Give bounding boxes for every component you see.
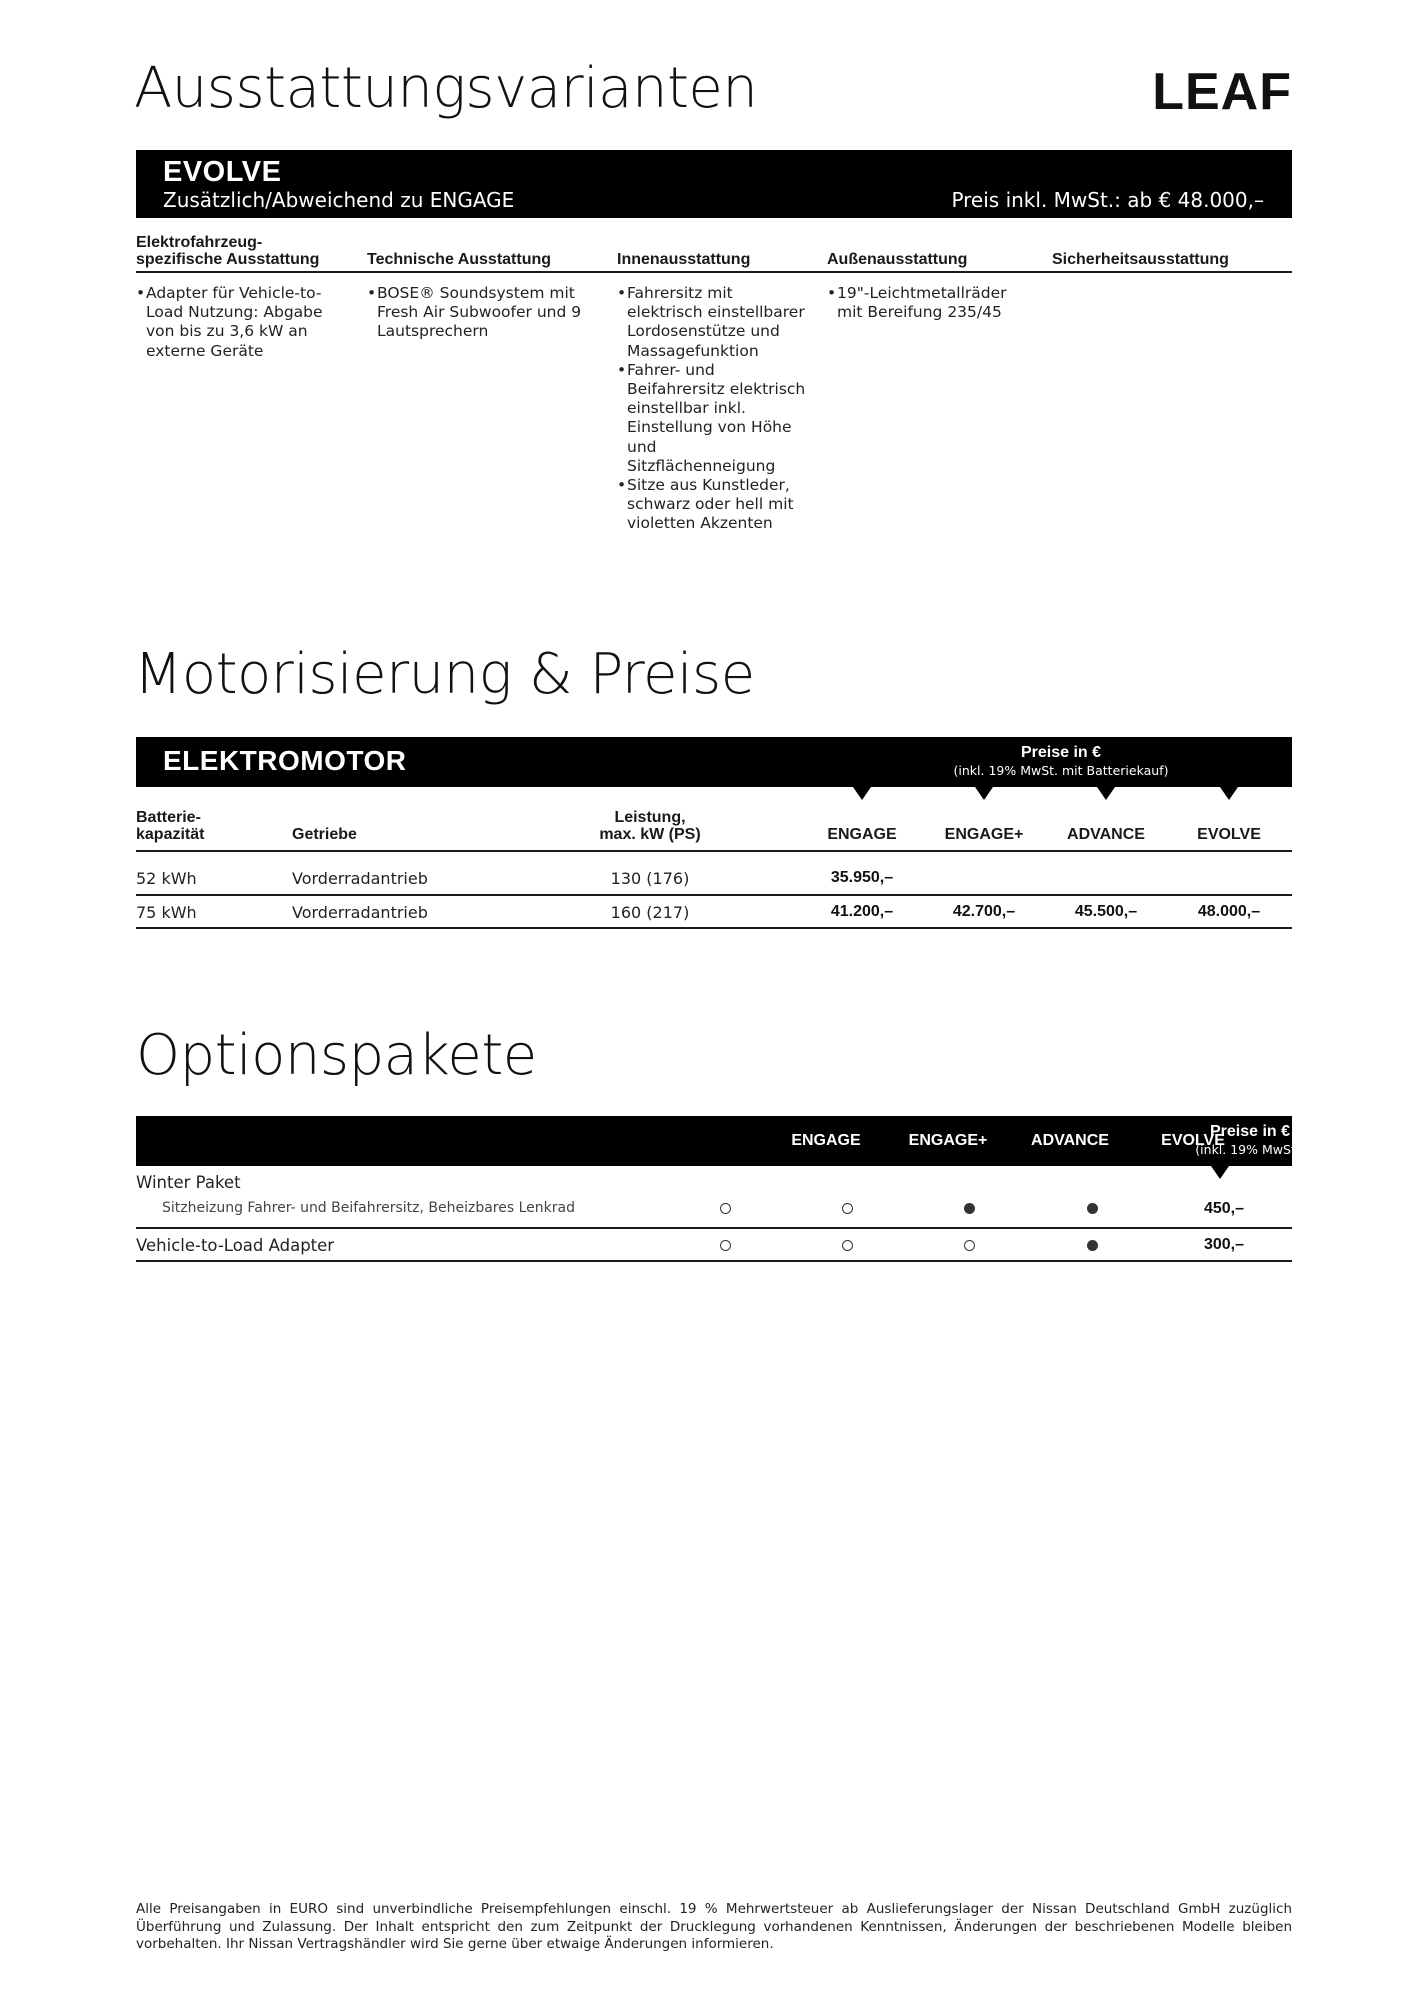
options-table-bottom-rule [136, 1260, 1292, 1262]
options-section-title: Optionspakete [136, 1023, 537, 1088]
trim-bar [136, 150, 1292, 218]
motor-row-1-price-engage: 35.950,– [830, 869, 894, 886]
optional-icon [964, 1240, 975, 1251]
motor-row-2-gearbox: Vorderradantrieb [292, 903, 428, 922]
page-title: Ausstattungsvarianten [134, 56, 758, 121]
motor-table-bottom-rule [136, 927, 1292, 929]
equipment-col-exterior-heading: Außenausstattung [827, 251, 968, 268]
advance-pointer-icon [1097, 787, 1115, 800]
optional-icon [842, 1203, 853, 1214]
model-logo: LEAF [1152, 63, 1292, 121]
options-price-sublabel: (inkl. 19% MwSt.) [1195, 1142, 1305, 1157]
equipment-col-ev-heading: Elektrofahrzeug- spezifische Ausstattung [136, 234, 320, 268]
engage-pointer-icon [853, 787, 871, 800]
battery-heading: Batterie- kapazität [136, 809, 205, 843]
motor-row-2-power: 160 (217) [610, 903, 690, 922]
equipment-col-interior-heading: Innenausstattung [617, 251, 751, 268]
motor-prices-sublabel: (inkl. 19% MwSt. mit Batteriekauf) [953, 763, 1169, 778]
trim-price: Preis inkl. MwSt.: ab € 48.000,– [951, 188, 1264, 212]
list-item: • Fahrersitz mit elektrisch einstellbarer Lordosenstütze und Massagefunktion [617, 284, 807, 361]
motor-bar [136, 737, 1292, 787]
engage-plus-pointer-icon [975, 787, 993, 800]
motor-header-rule [136, 850, 1292, 852]
equipment-list-ev [136, 284, 344, 361]
list-item: • Adapter für Vehicle-to-Load Nutzung: Abgabe von bis zu 3,6 kW an externe Geräte [136, 284, 344, 361]
options-heading-engage-plus: ENGAGE+ [908, 1132, 988, 1149]
motor-row-divider [136, 894, 1292, 896]
motor-row-2-price-evolve: 48.000,– [1197, 903, 1261, 920]
list-item: • Sitze aus Kunstleder, schwarz oder hell mit violetten Akzenten [617, 476, 807, 534]
equipment-list-tech [367, 284, 585, 342]
options-bar [136, 1116, 1305, 1166]
motor-row-2-price-engage-plus: 42.700,– [952, 903, 1016, 920]
legal-footnote: Alle Preisangaben in EURO sind unverbindliche Preisempfehlungen einschl. 19 % Mehrwertsteuer ab Auslieferungslager der Nissan Deutschland GmbH zuzüglich Überführung und Zulassung. Der Inhalt entspricht den zum Zeitpunkt der Drucklegung vorhandenen Kenntnissen, Änderungen der beschriebenen Modelle bleiben vorbehalten. Ihr Nissan Vertragshändler wird Sie gerne über etwaige Änderungen informieren. [136, 1901, 1292, 1952]
equipment-col-tech-heading: Technische Ausstattung [367, 251, 552, 268]
motor-row-2-price-advance: 45.500,– [1074, 903, 1138, 920]
motor-row-2-battery: 75 kWh [136, 903, 197, 922]
list-item: • 19"-Leichtmetallräder mit Bereifung 235/45 [827, 284, 1027, 322]
motor-prices-label: Preise in € [1020, 744, 1102, 761]
motor-row-1-gearbox: Vorderradantrieb [292, 869, 428, 888]
trim-heading-evolve: EVOLVE [1197, 826, 1261, 843]
standard-icon [964, 1203, 975, 1214]
options-row-divider [136, 1227, 1292, 1229]
optional-icon [842, 1240, 853, 1251]
trim-heading-engage-plus: ENGAGE+ [944, 826, 1024, 843]
standard-icon [1087, 1203, 1098, 1214]
price-pointer-icon [1211, 1166, 1229, 1179]
options-heading-engage: ENGAGE [791, 1132, 861, 1149]
trim-heading-advance: ADVANCE [1067, 826, 1145, 843]
package-detail-winter: Sitzheizung Fahrer- und Beifahrersitz, Beheizbares Lenkrad [162, 1200, 575, 1216]
motor-row-1-power: 130 (176) [610, 869, 690, 888]
gearbox-heading: Getriebe [292, 826, 357, 843]
options-heading-advance: ADVANCE [1031, 1132, 1109, 1149]
equipment-list-exterior [827, 284, 1027, 322]
equipment-list-interior [617, 284, 807, 534]
trim-heading-engage: ENGAGE [827, 826, 897, 843]
optional-icon [720, 1203, 731, 1214]
options-price-label: Preise in € [1209, 1123, 1291, 1140]
motor-row-2-price-engage: 41.200,– [830, 903, 894, 920]
motor-row-1-battery: 52 kWh [136, 869, 197, 888]
evolve-pointer-icon [1220, 787, 1238, 800]
optional-icon [720, 1240, 731, 1251]
options-heading-evolve: EVOLVE [1161, 1132, 1225, 1149]
equipment-col-safety-heading: Sicherheitsausstattung [1052, 251, 1229, 268]
package-price-winter: 450,– [1203, 1200, 1245, 1217]
trim-name: EVOLVE [163, 156, 282, 188]
motor-section-title: Motorisierung & Preise [134, 642, 755, 707]
package-name-winter: Winter Paket [136, 1173, 241, 1192]
equipment-header-rule [136, 271, 1292, 273]
trim-subtitle: Zusätzlich/Abweichend zu ENGAGE [163, 188, 515, 212]
power-heading: Leistung, max. kW (PS) [599, 809, 701, 843]
motor-bar-title: ELEKTROMOTOR [163, 745, 407, 776]
list-item: • BOSE® Soundsystem mit Fresh Air Subwoofer und 9 Lautsprechern [367, 284, 585, 342]
package-name-v2l: Vehicle-to-Load Adapter [136, 1236, 335, 1255]
list-item: • Fahrer- und Beifahrersitz elektrisch einstellbar inkl. Einstellung von Höhe und Sitzflächenneigung [617, 361, 807, 476]
standard-icon [1087, 1240, 1098, 1251]
package-price-v2l: 300,– [1203, 1236, 1245, 1253]
